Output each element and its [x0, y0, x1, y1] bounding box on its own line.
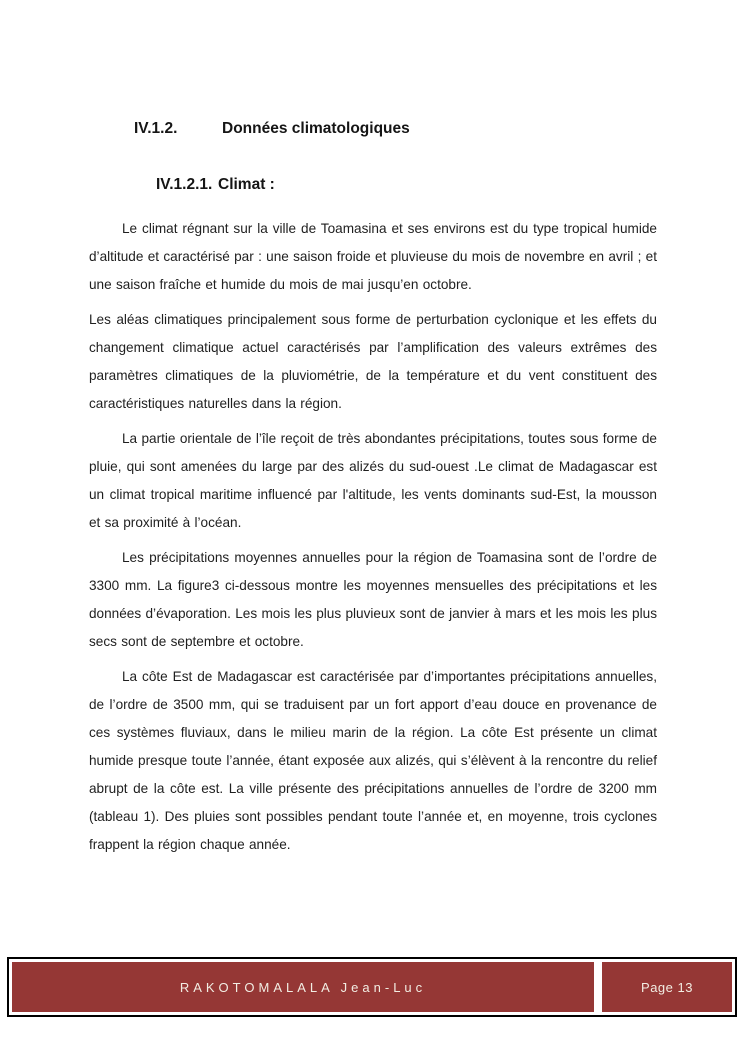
subsection-heading — [156, 176, 657, 194]
paragraph-climate-intro: Le climat régnant sur la ville de Toamasina et ses environs est du type tropical humide d’altitude et caractérisé par : une saison froide et pluvieuse du mois de novembre en avril ; et une saison fraîche et humide du mois de mai jusqu’en octobre. — [89, 221, 657, 292]
paragraph-climate-hazards: Les aléas climatiques principalement sous forme de perturbation cyclonique et les effets du changement climatique actuel caractérisés par l’amplification des valeurs extrêmes des paramètres climatiques de la pluviométrie, de la température et du vent constituent des caractéristiques naturelles dans la région. — [89, 312, 657, 411]
subsection-heading-number: IV.1.2.1. — [156, 176, 213, 193]
paragraph-east-coast: La côte Est de Madagascar est caractérisée par d’importantes précipitations annuelles, de l’ordre de 3500 mm, qui se traduisent par un fort apport d’eau douce en provenance de ces systèmes fluviaux, dans le milieu marin de la région. La côte Est présente un climat humide presque toute l’année, étant exposée aux alizés, qui s’élèvent à la rencontre du relief abrupt de la côte est. La ville présente des précipitations annuelles de l’ordre de 3200 mm (tableau 1). Des pluies sont possibles pendant toute l’année et, en moyenne, trois cyclones frappent la région chaque année. — [89, 669, 657, 852]
footer-page-bar — [602, 962, 732, 1012]
subsection-heading-title: Climat : — [218, 176, 275, 193]
footer-author-bar — [12, 962, 594, 1012]
footer — [7, 957, 737, 1017]
paragraph-eastern-part: La partie orientale de l’île reçoit de très abondantes précipitations, toutes sous forme de pluie, qui sont amenées du large par des alizés du sud-ouest .Le climat de Madagascar est un climat tropical maritime influencé par l'altitude, les vents dominants sud-Est, la mousson et sa proximité à l’océan. — [89, 431, 657, 530]
footer-page-number: Page 13 — [641, 979, 693, 995]
footer-author-name: RAKOTOMALALA Jean-Luc — [179, 979, 427, 995]
section-heading-number: IV.1.2. — [134, 120, 178, 137]
section-heading — [134, 120, 657, 138]
paragraph-precipitation-averages: Les précipitations moyennes annuelles pour la région de Toamasina sont de l’ordre de 3300 mm. La figure3 ci-dessous montre les moyennes mensuelles des précipitations et les données d’évaporation. Les mois les plus pluvieux sont de janvier à mars et les mois les plus secs sont de septembre et octobre. — [89, 550, 657, 649]
section-heading-title: Données climatologiques — [222, 120, 410, 137]
